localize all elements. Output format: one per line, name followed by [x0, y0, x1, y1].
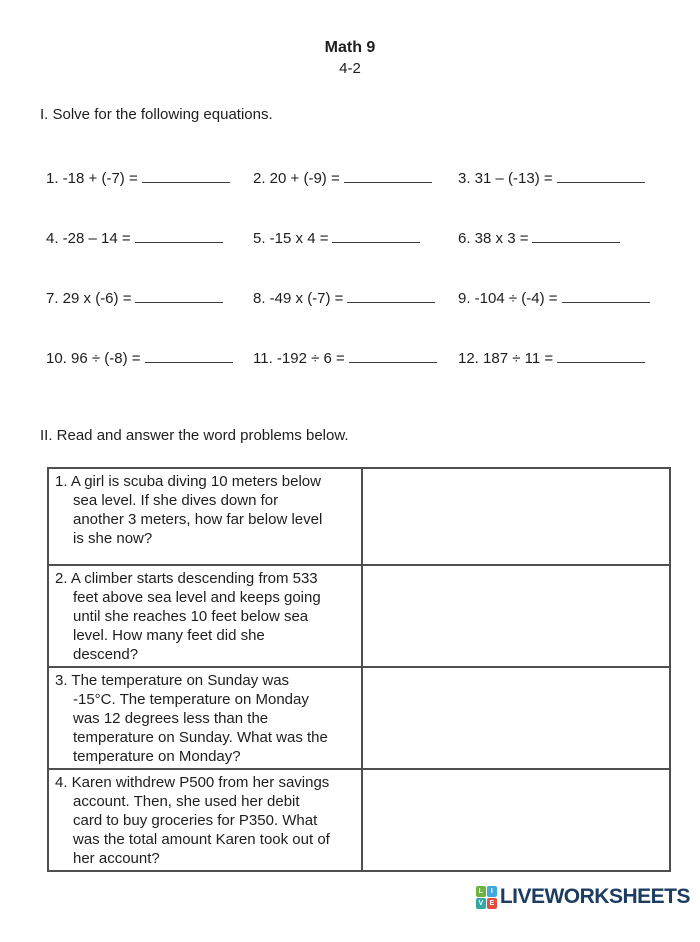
answer-blank[interactable] [557, 348, 645, 363]
answer-blank[interactable] [145, 348, 233, 363]
brand-name: LIVEWORKSHEETS [499, 885, 690, 908]
answer-blank[interactable] [347, 288, 435, 303]
question-cell [48, 565, 362, 667]
equation-item [46, 168, 253, 188]
answer-blank[interactable] [349, 348, 437, 363]
equation-label: 9. -104 ÷ (-4) = [458, 290, 558, 307]
equation-label: 12. 187 ÷ 11 = [458, 350, 554, 367]
page-title: Math 9 [324, 39, 376, 56]
question-line: descend? [73, 646, 139, 663]
answer-cell[interactable] [362, 667, 670, 769]
equation-item [46, 228, 253, 248]
question-line: temperature on Monday? [73, 748, 241, 765]
question-line: level. How many feet did she [73, 627, 265, 644]
question-line: sea level. If she dives down for [73, 492, 279, 509]
answer-blank[interactable] [135, 288, 223, 303]
equation-item [458, 168, 700, 188]
question-cell [48, 667, 362, 769]
equations-grid [46, 168, 700, 368]
equation-item [46, 348, 253, 368]
page-subtitle: 4-2 [339, 60, 361, 77]
question-line: her account? [73, 850, 160, 867]
table-row [48, 565, 670, 667]
equation-item [458, 288, 700, 308]
worksheet-header [0, 38, 700, 78]
logo-tile-e: E [487, 898, 497, 909]
worksheet-page [0, 38, 700, 942]
equation-label: 7. 29 x (-6) = [46, 290, 132, 307]
answer-blank[interactable] [332, 228, 420, 243]
equation-item [458, 348, 700, 368]
footer [0, 885, 700, 909]
logo-tile-i: I [487, 886, 497, 897]
question-line: 4. Karen withdrew P500 from her savings [55, 774, 330, 791]
word-problems-table [47, 467, 671, 872]
answer-cell[interactable] [362, 769, 670, 871]
question-cell [48, 769, 362, 871]
question-line: feet above sea level and keeps going [73, 589, 321, 606]
equation-label: 6. 38 x 3 = [458, 230, 529, 247]
liveworksheets-logo[interactable] [476, 885, 690, 909]
section-2-heading: II. Read and answer the word problems below. [40, 427, 349, 444]
equation-item [458, 228, 700, 248]
equation-label: 5. -15 x 4 = [253, 230, 329, 247]
equation-label: 10. 96 ÷ (-8) = [46, 350, 141, 367]
question-line: another 3 meters, how far below level [73, 511, 323, 528]
logo-tile-l: L [476, 886, 486, 897]
question-line: account. Then, she used her debit [73, 793, 300, 810]
answer-blank[interactable] [344, 168, 432, 183]
question-line: -15°C. The temperature on Monday [73, 691, 309, 708]
equation-label: 2. 20 + (-9) = [253, 170, 340, 187]
answer-cell[interactable] [362, 565, 670, 667]
question-line: temperature on Sunday. What was the [73, 729, 328, 746]
question-line: 2. A climber starts descending from 533 [55, 570, 318, 587]
question-cell [48, 468, 362, 565]
question-line: was the total amount Karen took out of [73, 831, 330, 848]
answer-blank[interactable] [532, 228, 620, 243]
table-row [48, 667, 670, 769]
equation-label: 4. -28 – 14 = [46, 230, 131, 247]
answer-blank[interactable] [557, 168, 645, 183]
equation-item [253, 288, 458, 308]
question-line: 3. The temperature on Sunday was [55, 672, 290, 689]
question-line: was 12 degrees less than the [73, 710, 269, 727]
logo-tile-v: V [476, 898, 486, 909]
answer-blank[interactable] [142, 168, 230, 183]
answer-blank[interactable] [135, 228, 223, 243]
equation-item [46, 288, 253, 308]
question-line: 1. A girl is scuba diving 10 meters below [55, 473, 321, 490]
liveworksheets-icon [476, 886, 497, 909]
equation-item [253, 168, 458, 188]
equation-item [253, 228, 458, 248]
table-row [48, 468, 670, 565]
equation-label: 3. 31 – (-13) = [458, 170, 553, 187]
equation-label: 1. -18 + (-7) = [46, 170, 138, 187]
table-row [48, 769, 670, 871]
question-line: card to buy groceries for P350. What [73, 812, 318, 829]
question-line: is she now? [73, 530, 153, 547]
answer-cell[interactable] [362, 468, 670, 565]
equation-label: 8. -49 x (-7) = [253, 290, 344, 307]
answer-blank[interactable] [562, 288, 650, 303]
question-line: until she reaches 10 feet below sea [73, 608, 309, 625]
section-1-heading: I. Solve for the following equations. [40, 106, 273, 123]
equation-item [253, 348, 458, 368]
equation-label: 11. -192 ÷ 6 = [253, 350, 345, 367]
